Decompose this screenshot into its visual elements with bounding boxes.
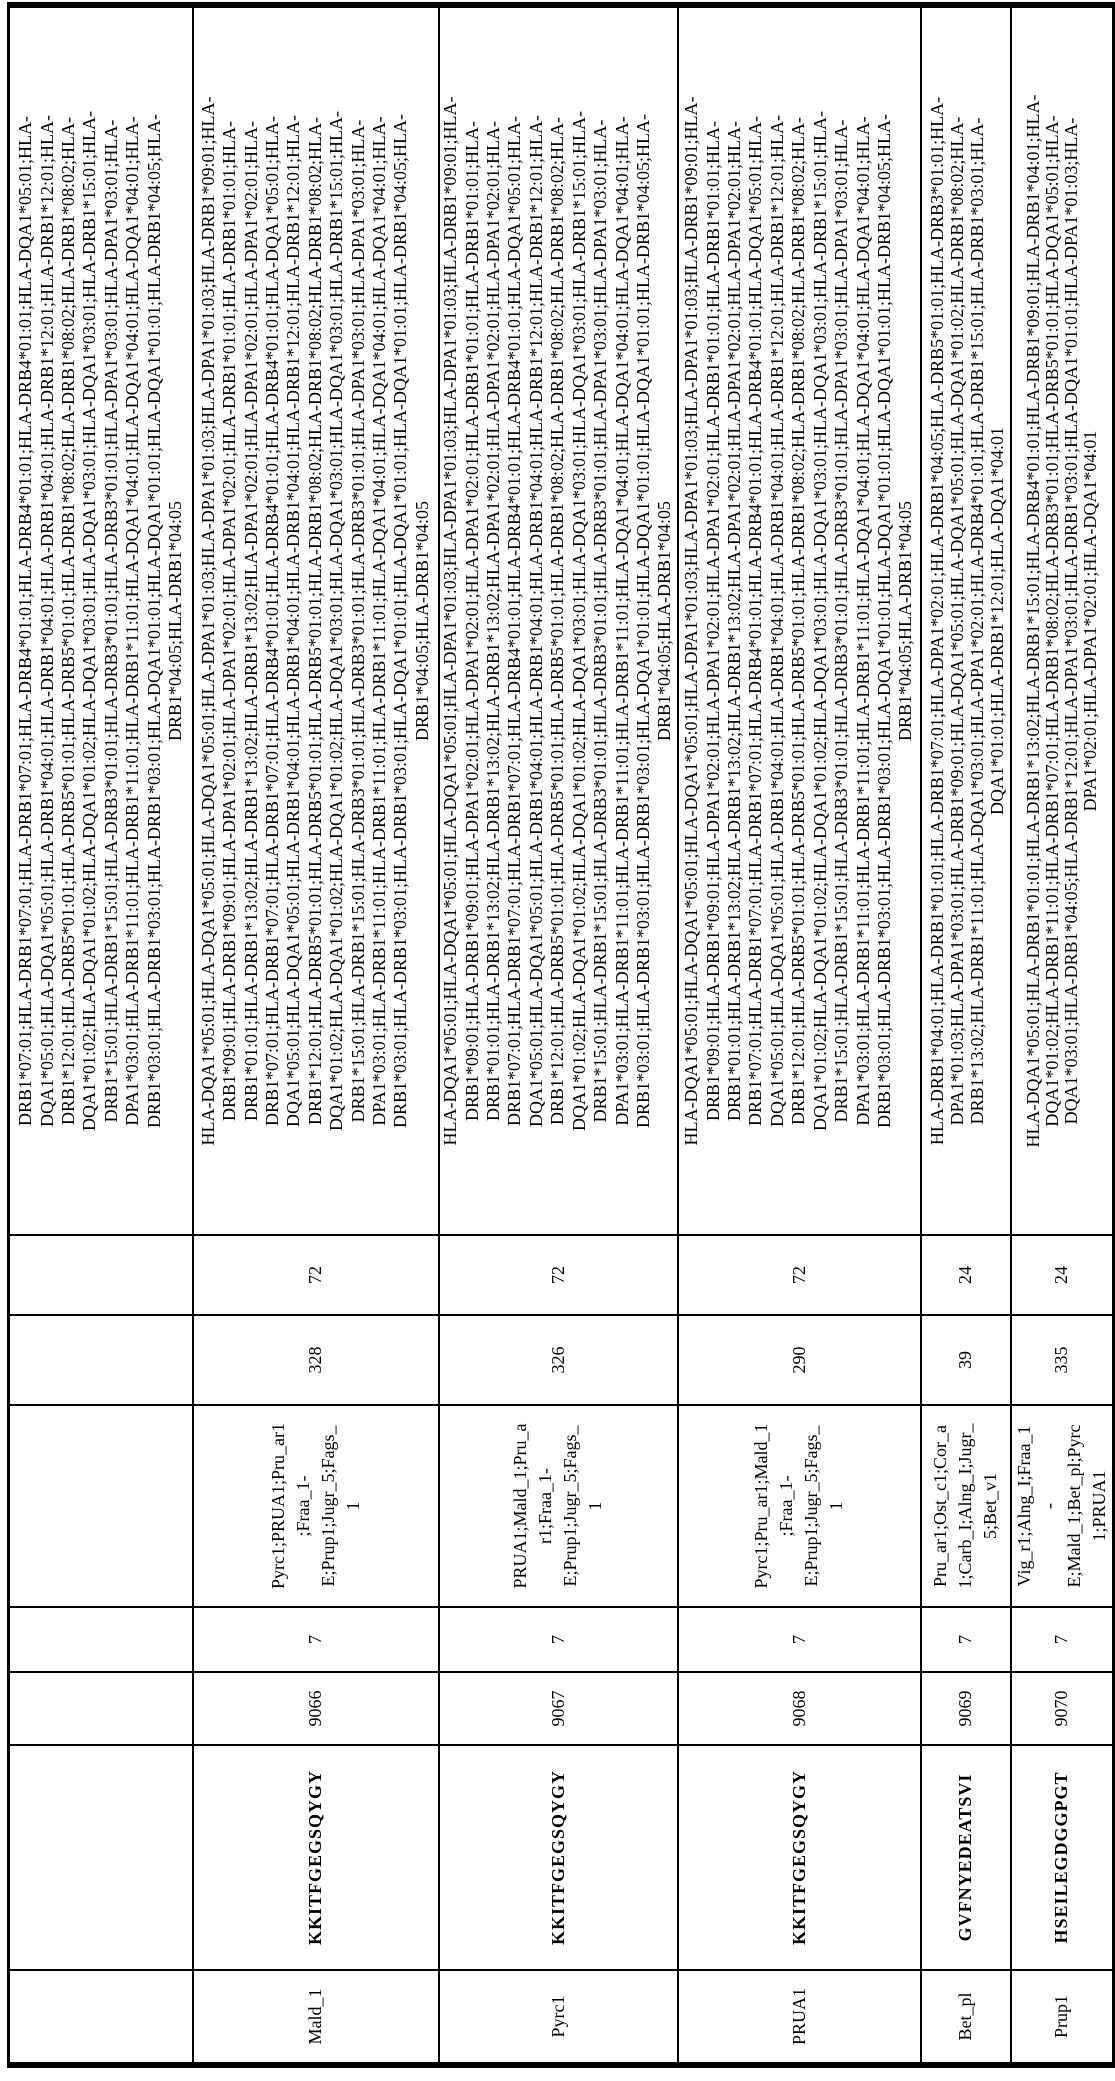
protein-list-cell: Pyrc1;PRUA1;Pru_ar1 ;Fraa_1- E;Prup1;Jugr_5;Fags_ 1 xyxy=(193,1405,439,1607)
allergen-peptide-hla-table xyxy=(7,2,1115,2068)
hla-alleles-cell: HLA-DRB1*04:01;HLA-DRB1*01:01;HLA-DRB1*07:01;HLA-DPA1*02:01;HLA-DRB1*04:05;HLA-DRB5*01:01;HLA-DRB3*01:01;HLA- DPA1*01:03;HLA-DPA1*03:01;HLA-DRB1*09:01;HLA-DQA1*05:01;HLA-DQA1*05:01;HLA-DQA1*01:02;HLA-DRB1*08:02;HLA- DRB1*13:02;HLA-DRB1*11:01;HLA-DQA1*03:01;HLA-DPA1*02:01;HLA-DRB4*01:01;HLA-DRB1*15:01;HLA-DRB1*03:01;HLA- DQA1*01:01;HLA-DRB1*12:01;HLA-DQA1*04:01 xyxy=(921,5,1011,1235)
seq-id-cell: 9070 xyxy=(1011,1672,1114,1745)
seq-id-cell: 9066 xyxy=(193,1672,439,1745)
count-cell: 39 xyxy=(921,1315,1011,1405)
length-cell: 7 xyxy=(1011,1607,1114,1672)
length-cell: 7 xyxy=(193,1607,439,1672)
protein-list-cell: Pru_ar1;Ost_c1;Cor_a 1;Carb_I;Alng_I;Jugr_ 5;Bet_v1 xyxy=(921,1405,1011,1607)
seq-id-cell: 9069 xyxy=(921,1672,1011,1745)
peptide-cell: KKITFGEGSQYGY xyxy=(193,1745,439,1970)
count-cell: 290 xyxy=(678,1315,921,1405)
allele-count-cell: 72 xyxy=(678,1235,921,1315)
protein-list-cell: Vig_r1;Alng_I;Fraa_1 - E;Mald_1;Bet_pl;Pyrc 1;PRUA1 xyxy=(1011,1405,1114,1607)
table-row xyxy=(921,5,1011,2065)
allele-count-cell: 72 xyxy=(439,1235,678,1315)
length-cell: 7 xyxy=(678,1607,921,1672)
count-cell: 326 xyxy=(439,1315,678,1405)
allele-count-cell xyxy=(9,1235,193,1315)
allergen-cell: Mald_1 xyxy=(193,1970,439,2065)
allele-count-cell: 24 xyxy=(921,1235,1011,1315)
length-cell: 7 xyxy=(439,1607,678,1672)
peptide-cell: HSEILEGDGGPGT xyxy=(1011,1745,1114,1970)
table-row xyxy=(678,5,921,2065)
hla-alleles-cell: HLA-DQA1*05:01;HLA-DQA1*05:01;HLA-DQA1*05:01;HLA-DPA1*01:03;HLA-DPA1*01:03;HLA-DPA1*01:03;HLA-DRB1*09:01;HLA- DRB1*09:01;HLA-DRB1*09:01;HLA-DPA1*02:01;HLA-DPA1*02:01;HLA-DPA1*02:01;HLA-DRB1*01:01;HLA-DRB1*01:01;HLA- DRB1*01:01;HLA-DRB1*13:02;HLA-DRB1*13:02;HLA-DRB1*13:02;HLA-DPA1*02:01;HLA-DPA1*02:01;HLA-DPA1*02:01;HLA- DRB1*07:01;HLA-DRB1*07:01;HLA-DRB1*07:01;HLA-DRB4*01:01;HLA-DRB4*01:01;HLA-DRB4*01:01;HLA-DQA1*05:01;HLA- DQA1*05:01;HLA-DQA1*05:01;HLA-DRB1*04:01;HLA-DRB1*04:01;HLA-DRB1*04:01;HLA-DRB1*12:01;HLA-DRB1*12:01;HLA- DRB1*12:01;HLA-DRB5*01:01;HLA-DRB5*01:01;HLA-DRB5*01:01;HLA-DRB1*08:02;HLA-DRB1*08:02;HLA-DRB1*08:02;HLA- DQA1*01:02;HLA-DQA1*01:02;HLA-DQA1*01:02;HLA-DQA1*03:01;HLA-DQA1*03:01;HLA-DQA1*03:01;HLA-DRB1*15:01;HLA- DRB1*15:01;HLA-DRB1*15:01;HLA-DRB3*01:01;HLA-DRB3*01:01;HLA-DRB3*01:01;HLA-DPA1*03:01;HLA-DPA1*03:01;HLA- DPA1*03:01;HLA-DRB1*11:01;HLA-DRB1*11:01;HLA-DRB1*11:01;HLA-DQA1*04:01;HLA-DQA1*04:01;HLA-DQA1*04:01;HLA- DRB1*03:01;HLA-DRB1*03:01;HLA-DRB1*03:01;HLA-DQA1*01:01;HLA-DQA1*01:01;HLA-DQA1*01:01;HLA-DRB1*04:05;HLA- DRB1*04:05;HLA-DRB1*04:05 xyxy=(193,5,439,1235)
rotation-container xyxy=(7,8,1109,2068)
protein-list-cell: PRUA1;Mald_1;Pru_a r1;Fraa_1- E;Prup1;Jugr_5;Fags_ 1 xyxy=(439,1405,678,1607)
hla-alleles-cell: HLA-DQA1*05:01;HLA-DQA1*05:01;HLA-DQA1*05:01;HLA-DPA1*01:03;HLA-DPA1*01:03;HLA-DPA1*01:03;HLA-DRB1*09:01;HLA- DRB1*09:01;HLA-DRB1*09:01;HLA-DPA1*02:01;HLA-DPA1*02:01;HLA-DPA1*02:01;HLA-DRB1*01:01;HLA-DRB1*01:01;HLA- DRB1*01:01;HLA-DRB1*13:02;HLA-DRB1*13:02;HLA-DRB1*13:02;HLA-DPA1*02:01;HLA-DPA1*02:01;HLA-DPA1*02:01;HLA- DRB1*07:01;HLA-DRB1*07:01;HLA-DRB1*07:01;HLA-DRB4*01:01;HLA-DRB4*01:01;HLA-DRB4*01:01;HLA-DQA1*05:01;HLA- DQA1*05:01;HLA-DQA1*05:01;HLA-DRB1*04:01;HLA-DRB1*04:01;HLA-DRB1*04:01;HLA-DRB1*12:01;HLA-DRB1*12:01;HLA- DRB1*12:01;HLA-DRB5*01:01;HLA-DRB5*01:01;HLA-DRB5*01:01;HLA-DRB1*08:02;HLA-DRB1*08:02;HLA-DRB1*08:02;HLA- DQA1*01:02;HLA-DQA1*01:02;HLA-DQA1*01:02;HLA-DQA1*03:01;HLA-DQA1*03:01;HLA-DQA1*03:01;HLA-DRB1*15:01;HLA- DRB1*15:01;HLA-DRB1*15:01;HLA-DRB3*01:01;HLA-DRB3*01:01;HLA-DRB3*01:01;HLA-DPA1*03:01;HLA-DPA1*03:01;HLA- DPA1*03:01;HLA-DRB1*11:01;HLA-DRB1*11:01;HLA-DRB1*11:01;HLA-DQA1*04:01;HLA-DQA1*04:01;HLA-DQA1*04:01;HLA- DRB1*03:01;HLA-DRB1*03:01;HLA-DRB1*03:01;HLA-DQA1*01:01;HLA-DQA1*01:01;HLA-DQA1*01:01;HLA-DRB1*04:05;HLA- DRB1*04:05;HLA-DRB1*04:05 xyxy=(439,5,678,1235)
hla-alleles-cell: HLA-DQA1*05:01;HLA-DQA1*05:01;HLA-DQA1*05:01;HLA-DPA1*01:03;HLA-DPA1*01:03;HLA-DPA1*01:03;HLA-DRB1*09:01;HLA- DRB1*09:01;HLA-DRB1*09:01;HLA-DPA1*02:01;HLA-DPA1*02:01;HLA-DPA1*02:01;HLA-DRB1*01:01;HLA-DRB1*01:01;HLA- DRB1*01:01;HLA-DRB1*13:02;HLA-DRB1*13:02;HLA-DRB1*13:02;HLA-DPA1*02:01;HLA-DPA1*02:01;HLA-DPA1*02:01;HLA- DRB1*07:01;HLA-DRB1*07:01;HLA-DRB1*07:01;HLA-DRB4*01:01;HLA-DRB4*01:01;HLA-DRB4*01:01;HLA-DQA1*05:01;HLA- DQA1*05:01;HLA-DQA1*05:01;HLA-DRB1*04:01;HLA-DRB1*04:01;HLA-DRB1*04:01;HLA-DRB1*12:01;HLA-DRB1*12:01;HLA- DRB1*12:01;HLA-DRB5*01:01;HLA-DRB5*01:01;HLA-DRB5*01:01;HLA-DRB1*08:02;HLA-DRB1*08:02;HLA-DRB1*08:02;HLA- DQA1*01:02;HLA-DQA1*01:02;HLA-DQA1*01:02;HLA-DQA1*03:01;HLA-DQA1*03:01;HLA-DQA1*03:01;HLA-DRB1*15:01;HLA- DRB1*15:01;HLA-DRB1*15:01;HLA-DRB3*01:01;HLA-DRB3*01:01;HLA-DRB3*01:01;HLA-DPA1*03:01;HLA-DPA1*03:01;HLA- DPA1*03:01;HLA-DRB1*11:01;HLA-DRB1*11:01;HLA-DRB1*11:01;HLA-DQA1*04:01;HLA-DQA1*04:01;HLA-DQA1*04:01;HLA- DRB1*03:01;HLA-DRB1*03:01;HLA-DRB1*03:01;HLA-DQA1*01:01;HLA-DQA1*01:01;HLA-DQA1*01:01;HLA-DRB1*04:05;HLA- DRB1*04:05;HLA-DRB1*04:05 xyxy=(678,5,921,1235)
peptide-cell: GVFNYEDEATSVI xyxy=(921,1745,1011,1970)
allele-count-cell: 72 xyxy=(193,1235,439,1315)
length-cell: 7 xyxy=(921,1607,1011,1672)
allergen-cell: PRUA1 xyxy=(678,1970,921,2065)
table-row xyxy=(9,5,193,2065)
rotated-table-region xyxy=(7,8,1109,2068)
allergen-cell xyxy=(9,1970,193,2065)
allergen-cell: Prup1 xyxy=(1011,1970,1114,2065)
peptide-cell: KKITFGEGSQYGY xyxy=(678,1745,921,1970)
protein-list-cell: Pyrc1;Pru_ar1;Mald_1 ;Fraa_1- E;Prup1;Jugr_5;Fags_ 1 xyxy=(678,1405,921,1607)
seq-id-cell xyxy=(9,1672,193,1745)
count-cell: 335 xyxy=(1011,1315,1114,1405)
allele-count-cell: 24 xyxy=(1011,1235,1114,1315)
count-cell: 328 xyxy=(193,1315,439,1405)
hla-alleles-cell: DRB1*07:01;HLA-DRB1*07:01;HLA-DRB1*07:01;HLA-DRB4*01:01;HLA-DRB4*01:01;HLA-DRB4*01:01;HLA-DQA1*05:01;HLA- DQA1*05:01;HLA-DQA1*05:01;HLA-DRB1*04:01;HLA-DRB1*04:01;HLA-DRB1*04:01;HLA-DRB1*12:01;HLA-DRB1*12:01;HLA- DRB1*12:01;HLA-DRB5*01:01;HLA-DRB5*01:01;HLA-DRB5*01:01;HLA-DRB1*08:02;HLA-DRB1*08:02;HLA-DRB1*08:02;HLA- DQA1*01:02;HLA-DQA1*01:02;HLA-DQA1*01:02;HLA-DQA1*03:01;HLA-DQA1*03:01;HLA-DQA1*03:01;HLA-DRB1*15:01;HLA- DRB1*15:01;HLA-DRB1*15:01;HLA-DRB3*01:01;HLA-DRB3*01:01;HLA-DRB3*01:01;HLA-DPA1*03:01;HLA-DPA1*03:01;HLA- DPA1*03:01;HLA-DRB1*11:01;HLA-DRB1*11:01;HLA-DRB1*11:01;HLA-DQA1*04:01;HLA-DQA1*04:01;HLA-DQA1*04:01;HLA- DRB1*03:01;HLA-DRB1*03:01;HLA-DRB1*03:01;HLA-DQA1*01:01;HLA-DQA1*01:01;HLA-DQA1*01:01;HLA-DRB1*04:05;HLA- DRB1*04:05;HLA-DRB1*04:05 xyxy=(9,5,193,1235)
seq-id-cell: 9067 xyxy=(439,1672,678,1745)
hla-alleles-cell: HLA-DQA1*05:01;HLA-DRB1*01:01;HLA-DRB1*13:02;HLA-DRB1*15:01;HLA-DRB4*01:01;HLA-DRB1*09:01;HLA-DRB1*04:01;HLA- DQA1*01:02;HLA-DRB1*11:01;HLA-DRB1*07:01;HLA-DRB1*08:02;HLA-DRB3*01:01;HLA-DRB5*01:01;HLA-DQA1*05:01;HLA- DQA1*03:01;HLA-DRB1*04:05;HLA-DRB1*12:01;HLA-DPA1*03:01;HLA-DRB1*03:01;HLA-DQA1*01:01;HLA-DPA1*01:03;HLA- DPA1*02:01;HLA-DPA1*02:01;HLA-DQA1*04:01 xyxy=(1011,5,1114,1235)
count-cell xyxy=(9,1315,193,1405)
table-row xyxy=(439,5,678,2065)
length-cell xyxy=(9,1607,193,1672)
peptide-cell xyxy=(9,1745,193,1970)
protein-list-cell xyxy=(9,1405,193,1607)
peptide-cell: KKITFGEGSQYGY xyxy=(439,1745,678,1970)
allergen-cell: Bet_pl xyxy=(921,1970,1011,2065)
seq-id-cell: 9068 xyxy=(678,1672,921,1745)
table-row xyxy=(193,5,439,2065)
allergen-cell: Pyrc1 xyxy=(439,1970,678,2065)
table-row xyxy=(1011,5,1114,2065)
